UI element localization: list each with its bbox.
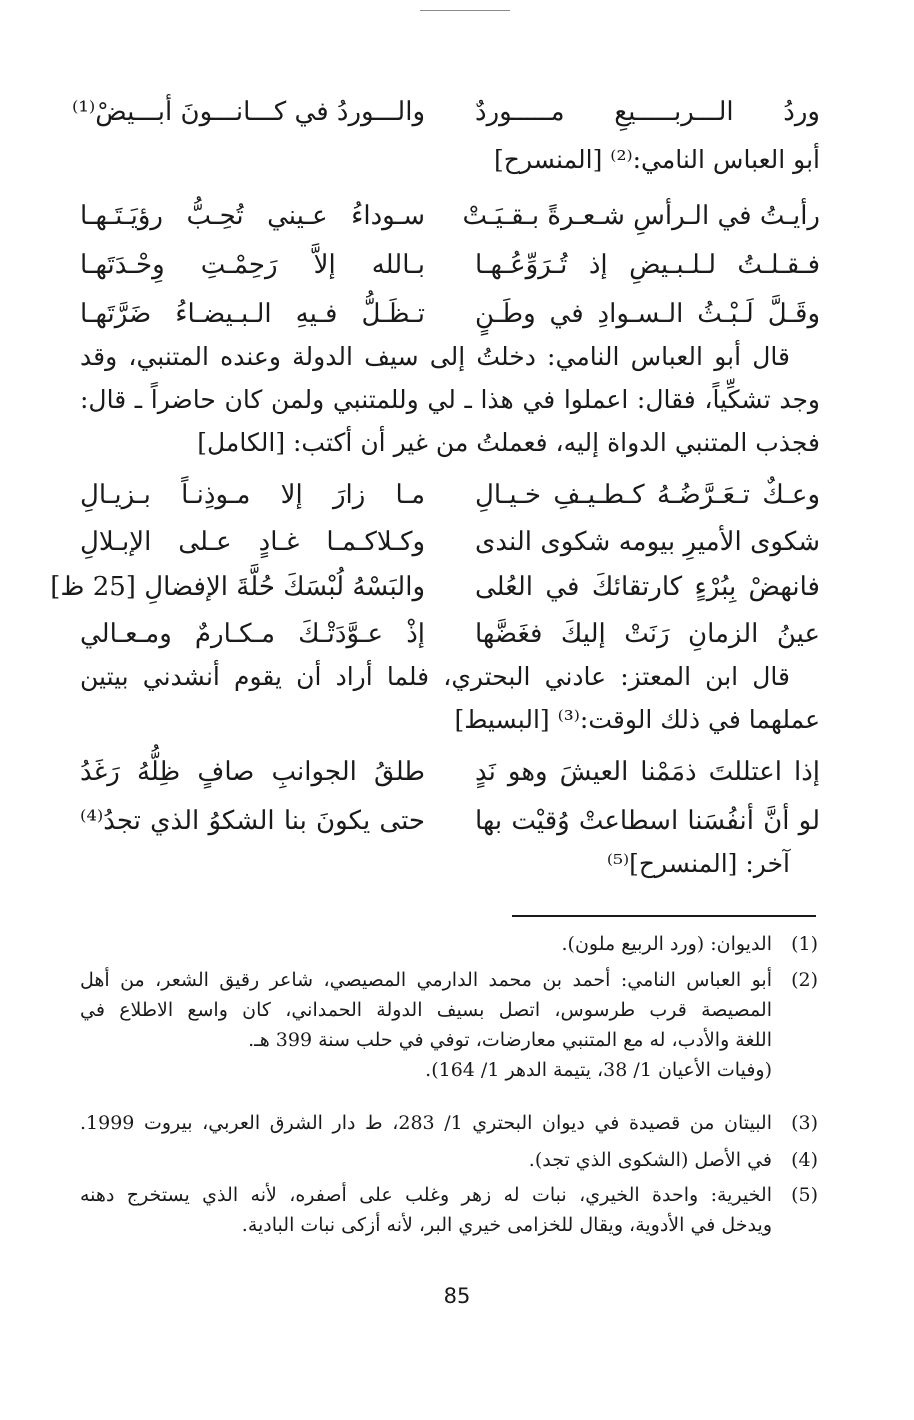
verse-line [80, 752, 820, 792]
verse-first-hemistich: وعـكٌ تـعَـرَّضُـهُ كـطـيـفِ خـيـالِ [475, 480, 820, 510]
footnote-line: اللغة والأدب، له مع المتنبي معارضات، توفي في حلب سنة 399 هـ. [248, 1029, 772, 1051]
verse-second-hemistich: مـا زارَ إلا مـوذِنـاً بـزيـالِ [80, 480, 425, 510]
prose-line: فجذب المتنبي الدواة إليه، فعملتُ من غير أن أكتب: [الكامل] [197, 428, 820, 457]
footnote-line: أبو العباس النامي: أحمد بن محمد الدارمي المصيصي، شاعر رقيق الشعر، من أهل [80, 969, 772, 991]
footnote-line: البيتان من قصيدة في ديوان البحتري 1/ 283، ط دار الشرق العربي، بيروت 1999. [80, 1112, 772, 1134]
prose-line: وجد تشكِّياً، فقال: اعملوا في هذا ـ لي وللمتنبي ولمن كان حاضراً ـ قال: [80, 385, 820, 414]
footnote-number: (3) [791, 1112, 818, 1134]
verse-second-hemistich: والبَسْهُ لُبْسَكَ حُلَّةَ الإفضالِ [25 ظ] [50, 572, 425, 602]
verse-first-hemistich: شكوى الأميرِ بيومه شكوى الندى [475, 527, 820, 557]
footnote-line: الديوان: (ورد الربيع ملون). [561, 933, 772, 955]
verse-second-hemistich: حتى يكونَ بنا الشكوُ الذي تجدُ⁽⁴⁾ [80, 806, 425, 836]
footnote [80, 929, 818, 959]
verse-second-hemistich: تـظَـلُّ فـيهِ الـبـيضـاءُ ضَرَّتَهـا [80, 299, 425, 329]
top-rule [420, 10, 510, 11]
footnote-line: (وفيات الأعيان 1/ 38، يتيمة الدهر 1/ 164). [425, 1059, 772, 1081]
footnote [80, 1180, 818, 1240]
poet-heading: أبو العباس النامي:⁽²⁾ [المنسرح] [494, 145, 820, 174]
prose-line: قال أبو العباس النامي: دخلتُ إلى سيف الدولة وعنده المتنبي، وقد [80, 342, 790, 371]
verse-second-hemistich: والـــوردُ في كـــانـــونَ أبـــيضْ⁽¹⁾ [72, 97, 425, 127]
verse-first-hemistich: فانهضْ بِبُرْءٍ كارتقائكَ في العُلى [475, 572, 820, 602]
footnote-rule [512, 915, 816, 917]
footnote [80, 1108, 818, 1138]
verse-line [80, 614, 820, 654]
footnote-line: المصيصة قرب طرسوس، اتصل بسيف الدولة الحمداني، كان واسع الاطلاع في [80, 999, 772, 1021]
footnote-number: (1) [791, 933, 818, 955]
verse-line [80, 522, 820, 562]
verse-line [80, 196, 820, 236]
verse-second-hemistich: إذْ عـوَّدَتْـكَ مـكـارمٌ ومـعـالي [80, 619, 425, 649]
verse-first-hemistich: وقَـلَّ لَـبْـثُ الـسـوادِ في وطَـنٍ [475, 299, 820, 329]
verse-second-hemistich: سـوداءُ عـيني تُحِـبُّ رؤيَـتَـهـا [80, 201, 425, 231]
verse-line [80, 294, 820, 334]
verse-line [80, 801, 820, 841]
verse-first-hemistich: فـقـلـتُ لـلـبـيضِ إذ تُـرَوِّعُـهـا [475, 250, 820, 280]
verse-line [72, 92, 820, 132]
prose-line: قال ابن المعتز: عادني البحتري، فلما أراد أن يقوم أنشدني بيتين [80, 662, 790, 691]
footnote-number: (2) [791, 969, 818, 991]
verse-second-hemistich: بـالله إلاَّ رَحِمْـتِ وِحْـدَتَهـا [80, 250, 425, 280]
verse-first-hemistich: إذا اعتللتَ ذمَمْنا العيشَ وهو نَدٍ [475, 757, 820, 787]
footnote-line: الخيرية: واحدة الخيري، نبات له زهر وغلب على أصفره، لأنه الذي يستخرج دهنه [80, 1184, 772, 1206]
verse-first-hemistich: وردُ الـــربـــــيعِ مـــــوردٌ [475, 97, 820, 127]
footnote [80, 1145, 818, 1175]
verse-second-hemistich: طلقُ الجوانبِ صافٍ ظِلُّهُ رَغَدُ [80, 757, 425, 787]
footnote-line: في الأصل (الشكوى الذي تجد). [528, 1149, 772, 1171]
page-number: 85 [443, 1284, 471, 1308]
verse-line [80, 245, 820, 285]
footnote-line: ويدخل في الأدوية، ويقال للخزامى خيري البر، لأنه أزكى نبات البادية. [241, 1214, 772, 1236]
verse-first-hemistich: لو أنَّ أنفُسَنا اسطاعتْ وُقيْت بها [475, 806, 820, 836]
footnote-number: (5) [791, 1184, 818, 1206]
verse-line [50, 567, 820, 607]
verse-second-hemistich: وكـلاكـمـا غـادٍ عـلى الإبـلالِ [80, 527, 425, 557]
footnote-number: (4) [791, 1149, 818, 1171]
verse-first-hemistich: رأيـتُ في الـرأسِ شـعـرةً بـقـيَـتْ [462, 201, 820, 231]
verse-first-hemistich: عينُ الزمانِ رَنَتْ إليكَ فغَضَّها [475, 619, 820, 649]
verse-line [80, 475, 820, 515]
poet-heading: آخر: [المنسرح]⁽⁵⁾ [606, 849, 790, 878]
prose-line: عملهما في ذلك الوقت:⁽³⁾ [البسيط] [454, 705, 820, 734]
footnote [80, 965, 818, 1085]
